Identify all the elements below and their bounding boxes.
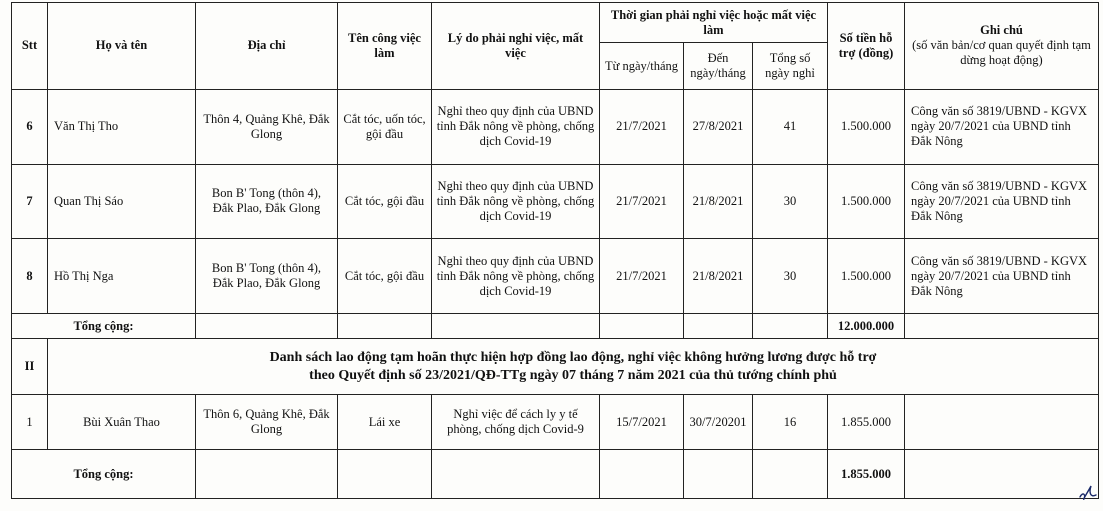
row-address: Thôn 6, Quảng Khê, Đắk Glong — [196, 394, 338, 450]
row-job: Cắt tóc, gội đầu — [338, 239, 432, 314]
header-stt: Stt — [12, 3, 48, 90]
section-roman: II — [12, 339, 48, 395]
handwritten-initial — [1077, 482, 1099, 502]
row-stt: 6 — [12, 89, 48, 164]
empty-cell — [600, 314, 684, 339]
total-amount: 12.000.000 — [828, 314, 905, 339]
header-note — [905, 3, 1099, 90]
row-from: 15/7/2021 — [600, 394, 684, 450]
empty-cell — [338, 314, 432, 339]
row-to: 21/8/2021 — [684, 164, 753, 239]
header-period: Thời gian phải nghỉ việc hoặc mất việc làm — [600, 3, 828, 43]
row-name: Quan Thị Sáo — [48, 164, 196, 239]
total-label: Tổng cộng: — [12, 450, 196, 499]
row-note: Công văn số 3819/UBND - KGVX ngày 20/7/2021 của UBND tỉnh Đắk Nông — [905, 164, 1099, 239]
empty-cell — [338, 450, 432, 499]
row-amount: 1.500.000 — [828, 164, 905, 239]
empty-cell — [753, 314, 828, 339]
row-amount: 1.500.000 — [828, 89, 905, 164]
row-job: Cắt tóc, gội đầu — [338, 164, 432, 239]
section-title-line1: Danh sách lao động tạm hoãn thực hiện hợp đồng lao động, nghỉ việc không hưởng lương được hỗ trợ — [269, 349, 877, 365]
total-row — [12, 314, 1099, 339]
header-reason: Lý do phải nghỉ việc, mất việc — [432, 3, 600, 90]
row-address: Bon B' Tong (thôn 4), Đắk Plao, Đắk Glong — [196, 164, 338, 239]
row-note: Công văn số 3819/UBND - KGVX ngày 20/7/2021 của UBND tỉnh Đắk Nông — [905, 89, 1099, 164]
section-title — [48, 339, 1099, 395]
row-from: 21/7/2021 — [600, 89, 684, 164]
row-to: 30/7/20201 — [684, 394, 753, 450]
header-note-sub: (số văn bản/cơ quan quyết định tạm dừng hoạt động) — [912, 38, 1091, 68]
empty-cell — [432, 450, 600, 499]
header-to: Đến ngày/tháng — [684, 43, 753, 89]
row-job: Lái xe — [338, 394, 432, 450]
row-name: Bùi Xuân Thao — [48, 394, 196, 450]
empty-cell — [196, 450, 338, 499]
total-row — [12, 450, 1099, 499]
row-note: Công văn số 3819/UBND - KGVX ngày 20/7/2021 của UBND tỉnh Đắk Nông — [905, 239, 1099, 314]
row-to: 27/8/2021 — [684, 89, 753, 164]
total-amount: 1.855.000 — [828, 450, 905, 499]
row-amount: 1.500.000 — [828, 239, 905, 314]
row-reason: Nghỉ theo quy định của UBND tỉnh Đắk nông về phòng, chống dịch Covid-19 — [432, 164, 600, 239]
empty-cell — [905, 450, 1099, 499]
empty-cell — [432, 314, 600, 339]
row-from: 21/7/2021 — [600, 164, 684, 239]
row-address: Bon B' Tong (thôn 4), Đắk Plao, Đắk Glong — [196, 239, 338, 314]
header-days: Tổng số ngày nghỉ — [753, 43, 828, 89]
row-stt: 1 — [12, 394, 48, 450]
empty-cell — [684, 314, 753, 339]
empty-cell — [600, 450, 684, 499]
row-reason: Nghỉ theo quy định của UBND tỉnh Đắk nông về phòng, chống dịch Covid-19 — [432, 89, 600, 164]
section-row — [12, 339, 1099, 395]
total-label: Tổng cộng: — [12, 314, 196, 339]
empty-cell — [196, 314, 338, 339]
header-address: Địa chỉ — [196, 3, 338, 90]
row-amount: 1.855.000 — [828, 394, 905, 450]
header-amount: Số tiền hỗ trợ (đồng) — [828, 3, 905, 90]
header-row — [12, 3, 1099, 43]
empty-cell — [684, 450, 753, 499]
row-days: 16 — [753, 394, 828, 450]
row-reason: Nghỉ việc để cách ly y tế phòng, chống dịch Covid-9 — [432, 394, 600, 450]
empty-cell — [905, 314, 1099, 339]
row-stt: 8 — [12, 239, 48, 314]
row-address: Thôn 4, Quảng Khê, Đắk Glong — [196, 89, 338, 164]
table-row — [12, 239, 1099, 314]
section-title-line2: theo Quyết định số 23/2021/QĐ-TTg ngày 07 tháng 7 năm 2021 của thủ tướng chính phủ — [309, 367, 837, 383]
header-job: Tên công việc làm — [338, 3, 432, 90]
row-note — [905, 394, 1099, 450]
row-name: Văn Thị Tho — [48, 89, 196, 164]
empty-cell — [753, 450, 828, 499]
header-name: Họ và tên — [48, 3, 196, 90]
table-row — [12, 89, 1099, 164]
row-reason: Nghỉ theo quy định của UBND tỉnh Đắk nông về phòng, chống dịch Covid-19 — [432, 239, 600, 314]
header-note-title: Ghi chú — [980, 23, 1023, 38]
table-row — [12, 164, 1099, 239]
row-to: 21/8/2021 — [684, 239, 753, 314]
row-from: 21/7/2021 — [600, 239, 684, 314]
row-job: Cắt tóc, uốn tóc, gội đầu — [338, 89, 432, 164]
row-stt: 7 — [12, 164, 48, 239]
table-row — [12, 394, 1099, 450]
row-name: Hồ Thị Nga — [48, 239, 196, 314]
support-list-table — [11, 2, 1099, 499]
row-days: 41 — [753, 89, 828, 164]
header-from: Từ ngày/tháng — [600, 43, 684, 89]
row-days: 30 — [753, 164, 828, 239]
row-days: 30 — [753, 239, 828, 314]
